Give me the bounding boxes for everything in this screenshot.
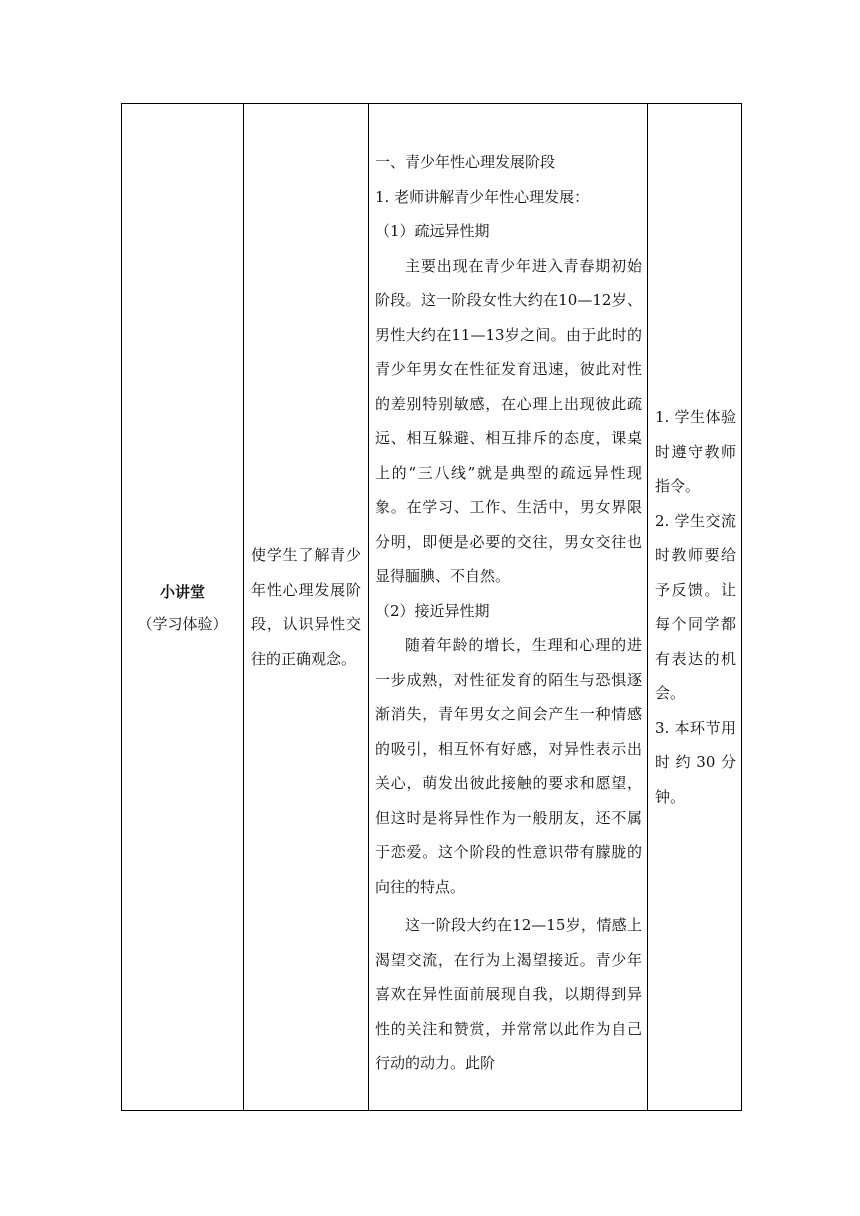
notes-cell <box>648 104 742 1111</box>
stage-2-title: （2）接近异性期 <box>375 601 490 620</box>
notes-body <box>648 400 741 814</box>
content-item-1: 1. 老师讲解青少年性心理发展： <box>375 187 590 206</box>
section-title: 小讲堂 <box>159 583 205 601</box>
note-2: 2. 学生交流时教师要给予反馈。让每个同学都有表达的机会。 <box>655 511 736 702</box>
lesson-plan-table <box>121 103 742 1111</box>
stage-1-title: （1）疏远异性期 <box>375 222 490 241</box>
goal-text: 使学生了解青少年性心理发展阶段，认识异性交往的正确观念。 <box>251 546 361 668</box>
section-subtitle: （学习体验） <box>137 615 228 633</box>
note-1: 1. 学生体验时遵守教师指令。 <box>655 408 736 495</box>
note-3: 3. 本环节用时约30分钟。 <box>655 718 736 806</box>
content-body <box>369 133 647 1081</box>
stage-2-text: 随着年龄的增长，生理和心理的进一步成熟，对性征发育的陌生与恐惧逐渐消失，青年男女之间会产生一种情感的吸引，相互怀有好感，对异性表示出关心，萌发出彼此接触的要求和愿望，但这时是将异性作为一般朋友，还不属于恋爱。这个阶段的性意识带有朦胧的向往的特点。 <box>375 636 642 896</box>
section-cell <box>122 104 244 1111</box>
table-row <box>122 104 742 1111</box>
content-cell <box>369 104 648 1111</box>
goal-cell <box>244 104 369 1111</box>
content-heading: 一、青少年性心理发展阶段 <box>375 153 556 172</box>
stage-1-text: 主要出现在青少年进入青春期初始阶段。这一阶段女性大约在10—12岁、男性大约在11—13岁之间。由于此时的青少年男女在性征发育迅速，彼此对性的差别特别敏感，在心理上出现彼此疏远、相互躲避、相互排斥的态度，课桌上的“三八线”就是典型的疏远异性现象。在学习、工作、生活中，男女界限分明，即便是必要的交往，男女交往也显得腼腆、不自然。 <box>375 256 642 586</box>
stage-2-text-continued: 这一阶段大约在12—15岁，情感上渴望交流，在行为上渴望接近。青少年喜欢在异性面前展现自我，以期得到异性的关注和赞赏，并常常以此作为自己行动的动力。此阶 <box>375 916 642 1073</box>
